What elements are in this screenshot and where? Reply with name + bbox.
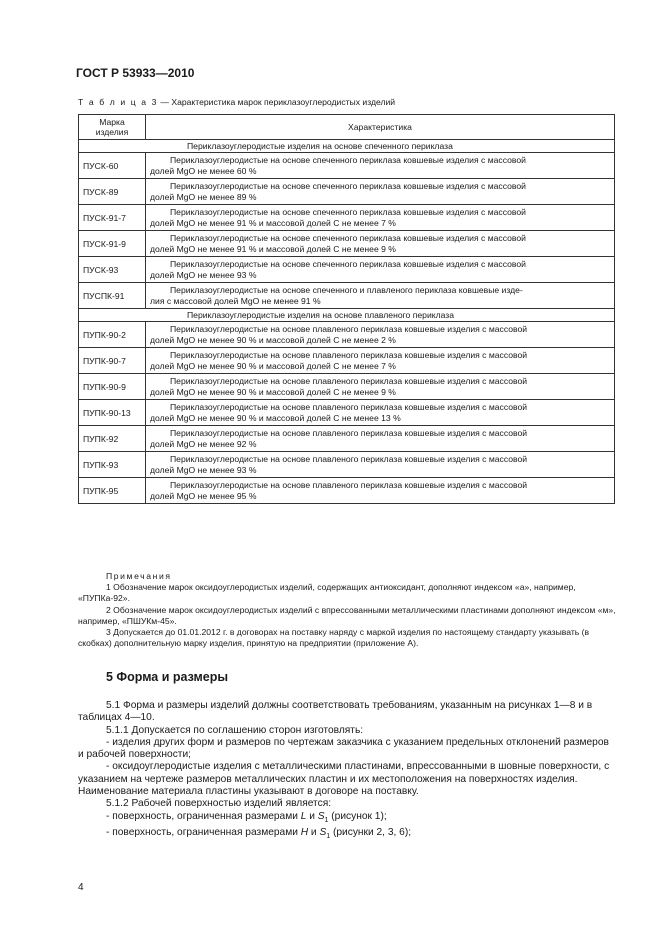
characteristic-line-2: долей MgO не менее 95 % — [150, 490, 257, 501]
paragraph-5-1-2: 5.1.2 Рабочей поверхностью изделий является: — [106, 798, 332, 810]
table-row — [79, 478, 615, 504]
list-item-metal-plates: - оксидоуглеродистые изделия с металлическими пластинами, впрессованными в шовные поверхности, с указанием на чертеже размеров металлических пластин и их местоположения на поверхностях изделия. Наименование материала пластины указывают в договоре на поставку. — [78, 761, 610, 798]
characteristic-line-1: Периклазоуглеродистые на основе плавленого периклаза ковшевые изделия с массовой — [170, 453, 528, 464]
grade-cell: ПУСК-93 — [79, 257, 146, 283]
characteristic-line-2: долей MgO не менее 90 % и массовой долей С не менее 2 % — [150, 334, 396, 345]
characteristic-line-1: Периклазоуглеродистые на основе спеченного периклаза ковшевые изделия с массовой — [170, 180, 526, 191]
grade-cell: ПУПК-92 — [79, 426, 146, 452]
col-header-grade: Марка изделия — [79, 115, 146, 140]
section-row-label: Периклазоуглеродистые изделия на основе спеченного периклаза — [79, 140, 615, 153]
characteristic-cell — [146, 478, 615, 504]
note-3: 3 Допускается до 01.01.2012 г. в договорах на поставку наряду с маркой изделия по настоящему стандарту указывать (в скобках) дополнительную марку изделия, принятую на предприятии (приложение А). — [78, 627, 590, 649]
grade-cell: ПУСК-89 — [79, 179, 146, 205]
paragraph-5-1-1: 5.1.1 Допускается по соглашению сторон изготовлять: — [106, 724, 364, 736]
list-item-surface-1: - поверхность, ограниченная размерами L и $S_1$ (рисунок 1); — [106, 810, 387, 824]
table-header-row — [79, 115, 615, 140]
characteristic-line-2: долей MgO не менее 91 % и массовой долей С не менее 7 % — [150, 217, 396, 228]
section-title: 5 Форма и размеры — [106, 670, 229, 684]
section-body — [78, 700, 615, 843]
note-1: 1 Обозначение марок оксидоуглеродистых изделий, содержащих антиоксидант, дополняют индексом «а», например, «ПУПКа-92». — [78, 582, 576, 604]
characteristic-line-2: долей MgO не менее 90 % и массовой долей С не менее 9 % — [150, 386, 396, 397]
characteristic-cell — [146, 257, 615, 283]
characteristic-line-1: Периклазоуглеродистые на основе плавленого периклаза ковшевые изделия с массовой — [170, 427, 528, 438]
grade-cell: ПУПК-90-2 — [79, 322, 146, 348]
grade-cell: ПУСК-91-9 — [79, 231, 146, 257]
notes-title: Примечания — [106, 571, 172, 581]
characteristic-line-1: Периклазоуглеродистые на основе плавленого периклаза ковшевые изделия с массовой — [170, 479, 528, 490]
grade-cell: ПУПК-90-9 — [79, 374, 146, 400]
characteristic-line-1: Периклазоуглеродистые на основе спеченного периклаза ковшевые изделия с массовой — [170, 258, 526, 269]
note-2: 2 Обозначение марок оксидоуглеродистых изделий с впрессованными металлическими пластинами дополняют индексом «м», например, «ПШУКм-45». — [78, 604, 616, 626]
table-row — [79, 426, 615, 452]
grade-cell: ПУПК-90-13 — [79, 400, 146, 426]
table-row — [79, 374, 615, 400]
characteristic-line-2: долей MgO не менее 90 % и массовой долей С не менее 7 % — [150, 360, 396, 371]
characteristic-line-1: Периклазоуглеродистые на основе плавленого периклаза ковшевые изделия с массовой — [170, 349, 528, 360]
list-item-surface-2: - поверхность, ограниченная размерами H и $S_1$ (рисунки 2, 3, 6); — [106, 827, 412, 841]
table-row — [79, 400, 615, 426]
characteristic-cell — [146, 179, 615, 205]
characteristic-line-2: долей MgO не менее 93 % — [150, 464, 257, 475]
characteristic-cell — [146, 322, 615, 348]
notes-block — [78, 571, 618, 649]
characteristic-cell — [146, 231, 615, 257]
table-row — [79, 153, 615, 179]
characteristic-cell — [146, 348, 615, 374]
table-row — [79, 322, 615, 348]
section-row-fused — [79, 309, 615, 322]
characteristic-line-1: Периклазоуглеродистые на основе плавленого периклаза ковшевые изделия с массовой — [170, 401, 528, 412]
table-row — [79, 348, 615, 374]
document-id: ГОСТ Р 53933—2010 — [76, 66, 195, 80]
table-caption-label: Т а б л и ц а 3 — [78, 97, 158, 107]
characteristic-line-1: Периклазоуглеродистые на основе спеченного периклаза ковшевые изделия с массовой — [170, 206, 526, 217]
table-row — [79, 205, 615, 231]
table-body — [79, 140, 615, 504]
characteristic-line-2: долей MgO не менее 91 % и массовой долей С не менее 9 % — [150, 243, 396, 254]
characteristic-line-1: Периклазоуглеродистые на основе плавленого периклаза ковшевые изделия с массовой — [170, 375, 528, 386]
characteristic-cell — [146, 426, 615, 452]
grade-cell: ПУПК-93 — [79, 452, 146, 478]
characteristic-cell — [146, 400, 615, 426]
col-header-characteristic: Характеристика — [146, 115, 615, 140]
characteristic-cell — [146, 374, 615, 400]
section-row-sintered — [79, 140, 615, 153]
characteristic-line-2: долей MgO не менее 60 % — [150, 165, 257, 176]
grade-cell: ПУСПК-91 — [79, 283, 146, 309]
characteristic-cell — [146, 205, 615, 231]
page-number: 4 — [78, 882, 84, 893]
characteristic-line-2: долей MgO не менее 92 % — [150, 438, 257, 449]
grade-cell: ПУПК-95 — [79, 478, 146, 504]
characteristic-line-2: лия с массовой долей MgO не менее 91 % — [150, 295, 321, 306]
characteristic-line-2: долей MgO не менее 93 % — [150, 269, 257, 280]
characteristic-line-1: Периклазоуглеродистые на основе плавленого периклаза ковшевые изделия с массовой — [170, 323, 528, 334]
characteristic-line-1: Периклазоуглеродистые на основе спеченного и плавленого периклаза ковшевые изде- — [170, 284, 523, 295]
characteristic-line-2: долей MgO не менее 89 % — [150, 191, 257, 202]
table-caption — [78, 97, 395, 107]
grade-cell: ПУСК-60 — [79, 153, 146, 179]
grade-cell: ПУСК-91-7 — [79, 205, 146, 231]
table-row — [79, 257, 615, 283]
characteristic-cell — [146, 283, 615, 309]
list-item-other-forms: - изделия других форм и размеров по чертежам заказчика с указанием предельных отклонений размеров и рабочей поверхности; — [78, 736, 609, 761]
characteristic-line-1: Периклазоуглеродистые на основе спеченного периклаза ковшевые изделия с массовой — [170, 154, 526, 165]
characteristic-cell — [146, 153, 615, 179]
characteristic-cell — [146, 452, 615, 478]
table-row — [79, 283, 615, 309]
table-row — [79, 179, 615, 205]
characteristic-line-1: Периклазоуглеродистые на основе спеченного периклаза ковшевые изделия с массовой — [170, 232, 526, 243]
characteristic-line-2: долей MgO не менее 90 % и массовой долей С не менее 13 % — [150, 412, 401, 423]
characteristics-table — [78, 114, 615, 504]
table-row — [79, 452, 615, 478]
grade-cell: ПУПК-90-7 — [79, 348, 146, 374]
section-row-label: Периклазоуглеродистые изделия на основе плавленого периклаза — [79, 309, 615, 322]
paragraph-5-1: 5.1 Форма и размеры изделий должны соответствовать требованиям, указанным на рисунках 1—8 и в таблицах 4—10. — [78, 700, 593, 724]
table-row — [79, 231, 615, 257]
table-caption-text: — Характеристика марок периклазоуглеродистых изделий — [157, 97, 396, 107]
